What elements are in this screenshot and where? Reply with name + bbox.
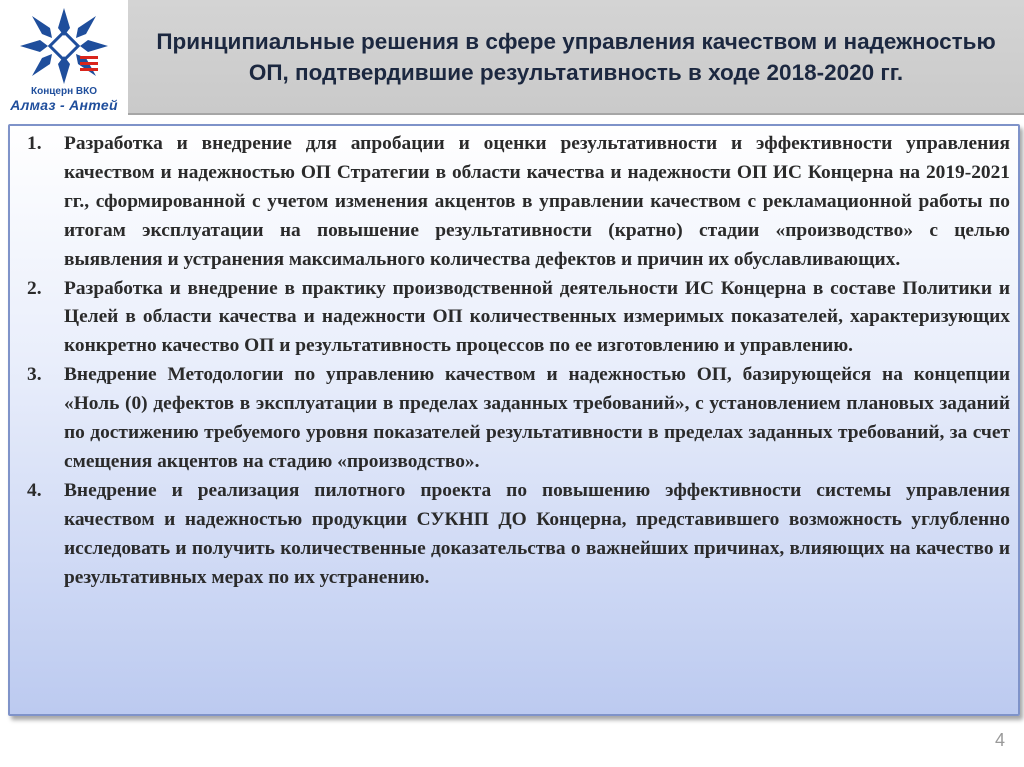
page-number: 4	[994, 730, 1005, 750]
list-item-text: Внедрение и реализация пилотного проекта по повышению эффективности системы управления качеством и надежностью продукции СУКНП ДО Концерна, представившего возможность углубленно исследовать и получить количественные доказательства о важнейших причинах, влияющих на качество и результативных мерах по их устранению.	[64, 479, 1010, 588]
list-item-text: Разработка и внедрение в практику производственной деятельности ИС Концерна в составе Политики и Целей в области качества и надежности ОП количественных измеримых показателей, характеризующих конкретно качество ОП и результативность процессов по ее изготовлению и управлению.	[64, 277, 1010, 357]
content-box	[8, 124, 1020, 716]
logo-caption-company: Концерн ВКО	[31, 86, 97, 97]
list-item-number: 3.	[27, 364, 42, 386]
decisions-list	[18, 130, 1010, 593]
list-item-number: 2.	[27, 277, 42, 299]
logo-caption-brand: Алмаз - Антей	[10, 97, 118, 113]
list-item	[18, 275, 1010, 362]
slide-title: Принципиальные решения в сфере управления качеством и надежностью ОП, подтвердившие результативность в ходе 2018-2020 гг.	[156, 28, 996, 85]
list-item-text: Разработка и внедрение для апробации и оценки результативности и эффективности управления качеством и надежностью ОП Стратегии в области качества и надежности ОП ИС Концерна на 2019-2021 гг., сформированной с учетом изменения акцентов в управлении качеством с рекламационной работы по итогам эксплуатации на повышение результативности (кратно) стадии «производство» с целью выявления и устранения максимального количества дефектов и причин их обуславливающих.	[64, 133, 1010, 270]
list-item	[18, 361, 1010, 477]
company-logo	[0, 0, 128, 118]
list-item-number: 4.	[27, 479, 42, 501]
almaz-antey-emblem-icon	[14, 6, 114, 86]
list-item	[18, 130, 1010, 275]
list-item-text: Внедрение Методологии по управлению качеством и надежностью ОП, базирующейся на концепции «Ноль (0) дефектов в эксплуатации в пределах заданных требований», с установлением плановых заданий по достижению требуемого уровня показателей результативности в пределах заданных требований, за счет смещения акцентов на стадию «производство».	[64, 364, 1010, 472]
list-item	[18, 477, 1010, 593]
list-item-number: 1.	[27, 133, 42, 154]
slide-header	[128, 0, 1024, 115]
